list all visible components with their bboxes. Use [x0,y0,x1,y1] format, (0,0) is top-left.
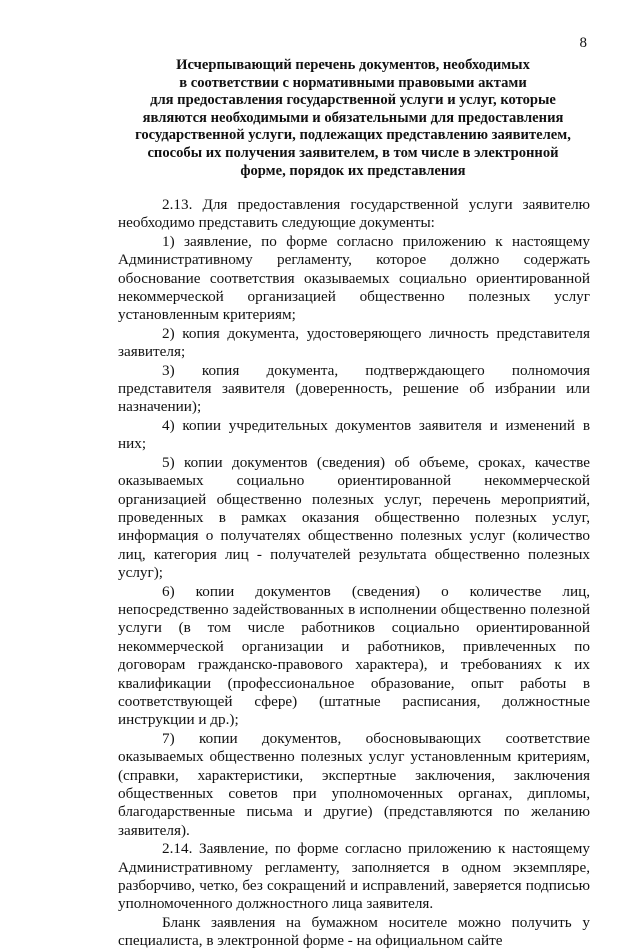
heading-line: для предоставления государственной услуги и услуг, которые [150,92,556,109]
heading-line: способы их получения заявителем, в том числе в электронной [147,144,559,161]
list-item-6: 6) копии документов (сведения) о количестве лиц, непосредственно задействованных в исполнении общественно полезной услуги (в том числе работников социально ориентированной некоммерческой организации и работников, привлеченных по договорам гражданско-правового характера), и требованиях к их квалификации (профессиональное образование, опыт работы в соответствующей сфере) (штатные расписания, должностные инструкции и др.); [118,582,590,729]
paragraph-2-13: 2.13. Для предоставления государственной услуги заявителю необходимо представить следующие документы: [118,196,590,232]
list-item-4: 4) копии учредительных документов заявителя и изменений в них; [118,416,590,453]
heading-line: являются необходимыми и обязательными для предоставления [142,109,564,126]
section-heading [118,57,588,180]
paragraph-2-14: 2.14. Заявление, по форме согласно приложению к настоящему Административному регламенту, заполняется в одном экземпляре, разборчиво, четко, без сокращений и исправлений, заверяется подписью уполномоченного должностного лица заявителя. [118,840,590,913]
heading-line: Исчерпывающий перечень документов, необходимых [176,57,530,73]
heading-line: в соответствии с нормативными правовыми актами [179,74,527,91]
list-item-2: 2) копия документа, удостоверяющего личность представителя заявителя; [118,324,590,361]
paragraph-blank-form: Бланк заявления на бумажном носителе можно получить у специалиста, в электронной форме - на официальном сайте [118,913,590,950]
list-item-3: 3) копия документа, подтверждающего полномочия представителя заявителя (доверенность, решение об избрании или назначении); [118,361,590,416]
heading-line: государственной услуги, подлежащих представлению заявителем, [135,127,571,144]
page-number: 8 [579,35,587,51]
list-item-1: 1) заявление, по форме согласно приложению к настоящему Административному регламенту, которое должно содержать обоснование соответствия оказываемых социально ориентированной некоммерческой организацией общественно полезных услуг установленным критериям; [118,232,590,324]
document-body [118,196,590,951]
heading-line: форме, порядок их представления [240,162,466,179]
list-item-5: 5) копии документов (сведения) об объеме, сроках, качестве оказываемых социально ориентированной некоммерческой организацией общественно полезных услуг, перечень мероприятий, проведенных в рамках оказания общественно полезных услуг, информация о получателях общественно полезных услуг (количество лиц, категория лиц - получателей результата общественно полезных услуг); [118,453,590,582]
list-item-7: 7) копии документов, обосновывающих соответствие оказываемых общественно полезных услуг установленным критериям, (справки, характеристики, экспертные заключения, заключения общественных советов при уполномоченных органах, дипломы, благодарственные письма и другие) (представляются по желанию заявителя). [118,729,590,839]
